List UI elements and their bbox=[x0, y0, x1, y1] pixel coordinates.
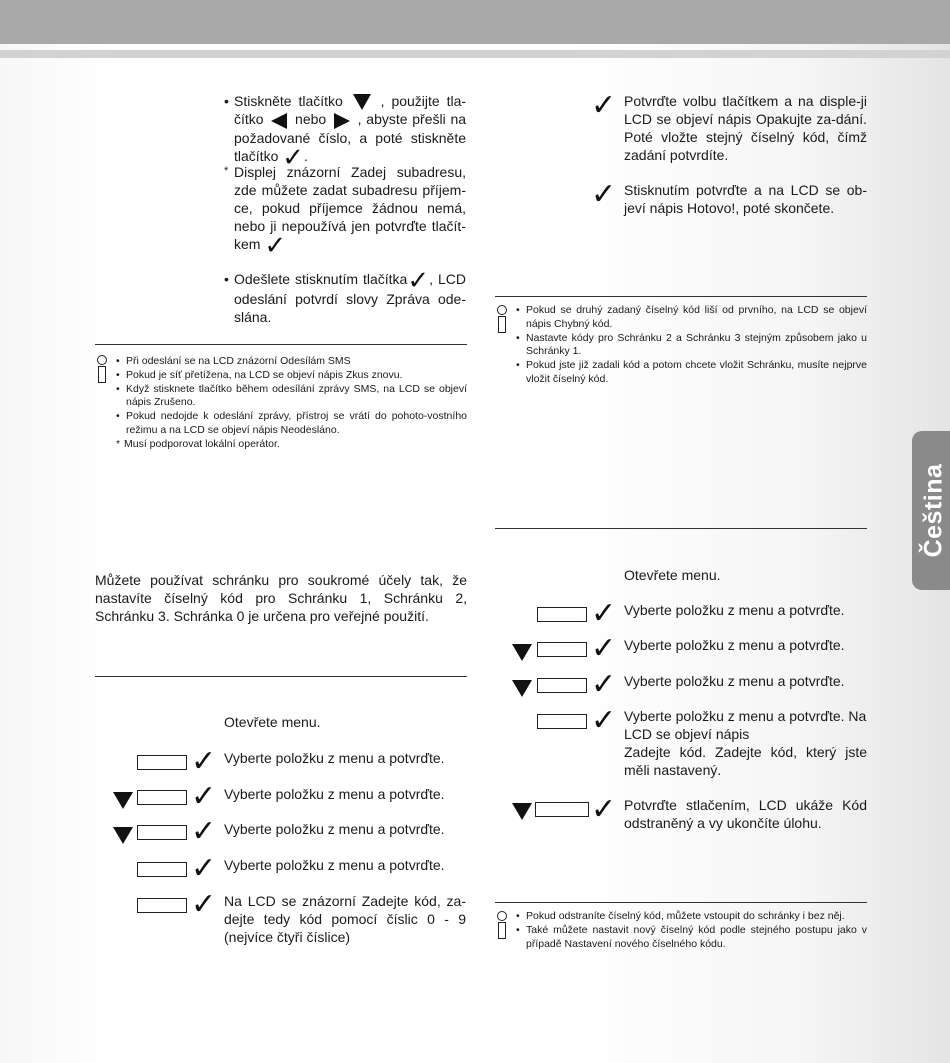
down-arrow-icon bbox=[113, 792, 133, 809]
right-notes-2 bbox=[516, 910, 867, 951]
right-step-3: Vyberte položku z menu a potvrďte. bbox=[624, 673, 845, 689]
note-item: • Pokud odstraníte číselný kód, můžete vstoupit do schránky i bez něj. bbox=[516, 910, 867, 924]
check-icon: ✓ bbox=[191, 780, 217, 813]
right-arrow-icon bbox=[334, 113, 350, 129]
step-text: Zadejte kód. Zadejte kód, který jste měli nastavený. bbox=[624, 744, 867, 778]
check-icon: ✓ bbox=[191, 745, 217, 778]
note-item: • Pokud jste již zadali kód a potom chcete vložit Schránku, musíte nejprve vložit číselný kód. bbox=[516, 359, 867, 387]
left-step-4: Vyberte položku z menu a potvrďte. bbox=[224, 857, 445, 873]
divider bbox=[495, 296, 867, 297]
step-text: Vyberte položku z menu a potvrďte. Na LCD se objeví nápis bbox=[624, 708, 867, 742]
menu-box bbox=[535, 802, 589, 817]
note-item: • Pokud se druhý zadaný číselný kód liší od prvního, na LCD se objeví nápis Chybný kód. bbox=[516, 304, 867, 332]
note-item: • Když stisknete tlačítko během odesílání zprávy SMS, na LCD se objeví nápis Zrušeno. bbox=[116, 383, 467, 411]
step-text: nebo bbox=[295, 111, 327, 128]
down-arrow-icon bbox=[512, 680, 532, 697]
menu-box bbox=[137, 898, 187, 913]
down-arrow-icon bbox=[353, 94, 371, 110]
left-top-step-2 bbox=[224, 163, 466, 261]
right-top-step-1: Potvrďte volbu tlačítkem a na disple-ji LCD se objeví nápis Opakujte za-dání. Poté vložte stejný číselný kód, čímž zadání potvrdíte. bbox=[624, 93, 867, 163]
left-step-1: Vyberte položku z menu a potvrďte. bbox=[224, 750, 445, 766]
right-step-4 bbox=[624, 707, 867, 779]
step-text: , LCD odeslání potvrdí slovy Zpráva ode-slána. bbox=[234, 271, 466, 326]
check-icon: ✓ bbox=[591, 632, 617, 665]
down-arrow-icon bbox=[512, 803, 532, 820]
check-icon: ✓ bbox=[591, 793, 617, 826]
note-item: • Pokud nedojde k odeslání zprávy, přístroj se vrátí do pohoto-vostního režimu a na LCD se objeví nápis Neodesláno. bbox=[116, 410, 467, 438]
check-icon: ✓ bbox=[591, 178, 617, 211]
menu-box bbox=[537, 607, 587, 622]
menu-box bbox=[537, 678, 587, 693]
divider bbox=[95, 676, 467, 677]
info-icon bbox=[97, 355, 107, 383]
check-icon: ✓ bbox=[591, 668, 617, 701]
note-item: • Při odeslání se na LCD znázorní Odesílám SMS bbox=[116, 355, 467, 369]
left-step-open: Otevřete menu. bbox=[224, 714, 321, 730]
check-icon: ✓ bbox=[407, 265, 430, 296]
step-text: . bbox=[304, 147, 308, 164]
check-icon: ✓ bbox=[191, 852, 217, 885]
left-top-step-1 bbox=[224, 92, 467, 172]
right-notes-1 bbox=[516, 304, 867, 387]
language-tab-label: Čeština bbox=[919, 463, 948, 558]
step-text: Odešlete stisknutím tlačítka bbox=[234, 271, 408, 287]
divider bbox=[495, 902, 867, 903]
down-arrow-icon bbox=[512, 644, 532, 661]
menu-box bbox=[137, 755, 187, 770]
step-text: , použijte tla-čítko bbox=[234, 93, 467, 128]
right-step-5: Potvrďte stlačením, LCD ukáže Kód odstraněný a vy ukončíte úlohu. bbox=[624, 797, 867, 831]
right-step-2: Vyberte položku z menu a potvrďte. bbox=[624, 637, 845, 653]
left-arrow-icon bbox=[271, 113, 287, 129]
left-step-5: Na LCD se znázorní Zadejte kód, za-dejte tedy kód pomocí číslic 0 - 9 (nejvíce čtyři číslice) bbox=[224, 893, 466, 945]
menu-box bbox=[537, 714, 587, 729]
check-icon: ✓ bbox=[591, 89, 617, 122]
step-text: Displej znázorní Zadej subadresu, zde můžete zadat subadresu příjem-ce, pokud příjemce žádnou nemá, nebo ji nepoužívá jen potvrďte tlačít-kem bbox=[234, 164, 466, 252]
step-text: , abyste přešli na požadované číslo, a poté stiskněte tlačítko bbox=[234, 111, 467, 164]
check-icon: ✓ bbox=[191, 888, 217, 921]
menu-box bbox=[137, 790, 187, 805]
check-icon: ✓ bbox=[591, 704, 617, 737]
left-top-step-3 bbox=[224, 265, 466, 326]
left-step-2: Vyberte položku z menu a potvrďte. bbox=[224, 786, 445, 802]
check-icon: ✓ bbox=[591, 597, 617, 630]
check-icon: ✓ bbox=[282, 141, 305, 172]
down-arrow-icon bbox=[113, 827, 133, 844]
divider bbox=[495, 528, 867, 529]
right-step-1: Vyberte položku z menu a potvrďte. bbox=[624, 602, 845, 618]
language-tab-label-wrap bbox=[918, 431, 950, 590]
right-top-step-2: Stisknutím potvrďte a na LCD se ob-jeví nápis Hotovo!, poté skončete. bbox=[624, 182, 867, 216]
menu-box bbox=[137, 825, 187, 840]
top-divider-band bbox=[0, 50, 950, 58]
left-notes bbox=[116, 355, 467, 452]
info-icon bbox=[497, 305, 507, 333]
right-step-open: Otevřete menu. bbox=[624, 567, 721, 583]
note-item: • Nastavte kódy pro Schránku 2 a Schránku 3 stejným způsobem jako u Schránky 1. bbox=[516, 332, 867, 360]
left-step-3: Vyberte položku z menu a potvrďte. bbox=[224, 821, 445, 837]
step-text: Stiskněte tlačítko bbox=[234, 93, 343, 109]
top-header-bar bbox=[0, 0, 950, 44]
note-item: • Pokud je síť přetížena, na LCD se objeví nápis Zkus znovu. bbox=[116, 369, 467, 383]
check-icon: ✓ bbox=[264, 230, 287, 261]
menu-box bbox=[137, 862, 187, 877]
note-item: * Musí podporovat lokální operátor. bbox=[116, 438, 467, 452]
info-icon bbox=[497, 911, 507, 939]
check-icon: ✓ bbox=[191, 815, 217, 848]
note-item: • Také můžete nastavit nový číselný kód podle stejného postupu jako v případě Nastavení nového číselného kódu. bbox=[516, 924, 867, 952]
divider bbox=[95, 344, 467, 345]
menu-box bbox=[537, 642, 587, 657]
left-intro-paragraph: Můžete používat schránku pro soukromé účely tak, že nastavíte číselný kód pro Schránku 1, Schránku 2, Schránku 3. Schránka 0 je určena pro veřejné použití. bbox=[95, 572, 467, 624]
